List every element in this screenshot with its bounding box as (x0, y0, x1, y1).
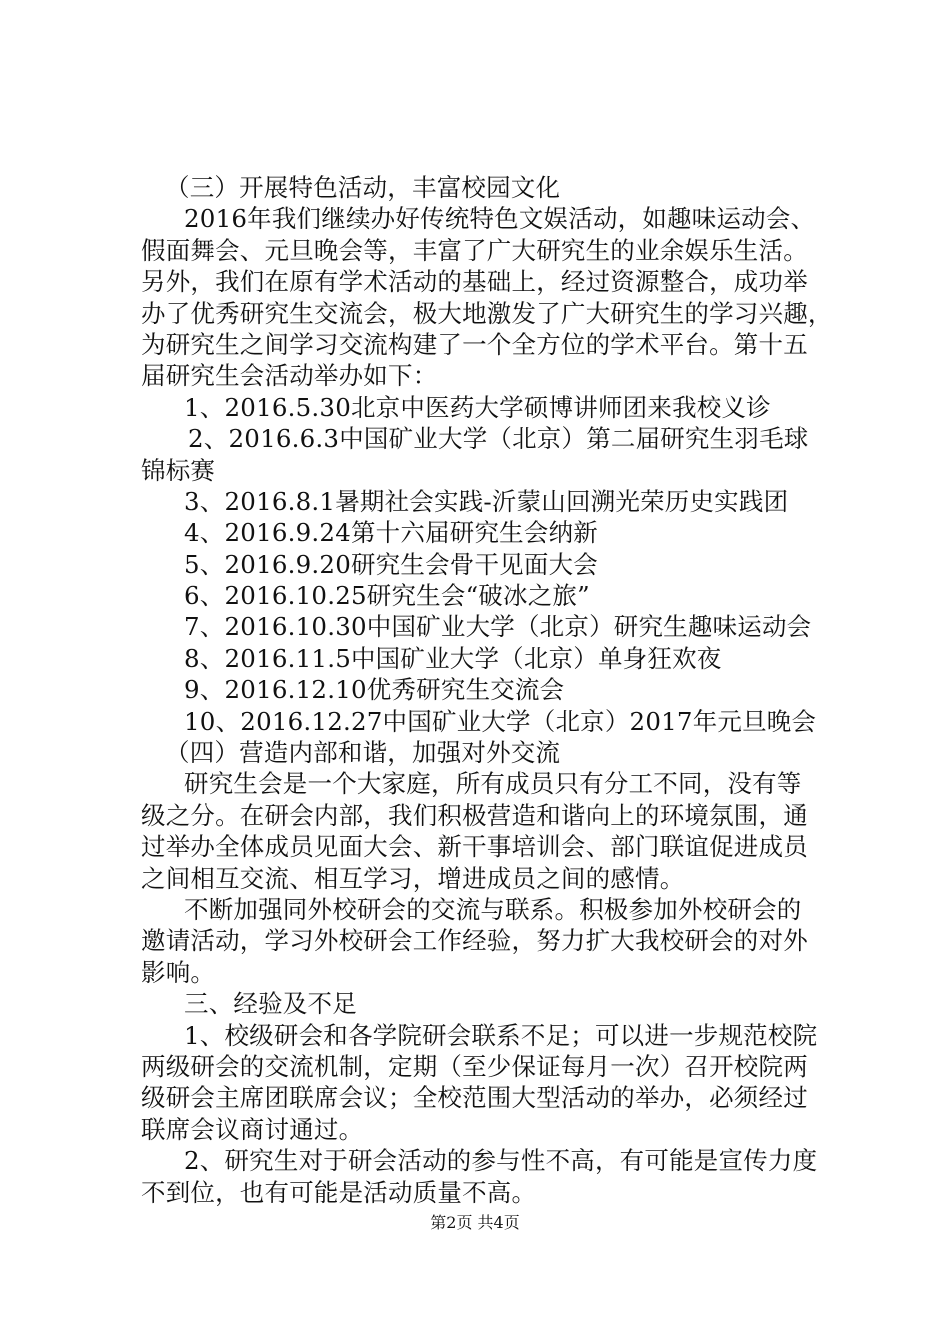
list-item: 5、2016.9.20研究生会骨干见面大会 (184, 549, 598, 579)
paragraph-line: 级之分。在研会内部，我们积极营造和谐向上的环境氛围，通 (141, 800, 808, 830)
section-heading: （三）开展特色活动，丰富校园文化 (165, 173, 561, 202)
list-item-continuation: 锦标赛 (141, 455, 216, 485)
list-item: 10、2016.12.27中国矿业大学（北京）2017年元旦晚会 (184, 706, 817, 736)
paragraph-line: 不到位，也有可能是活动质量不高。 (141, 1177, 537, 1207)
paragraph-line: 为研究生之间学习交流构建了一个全方位的学术平台。第十五 (141, 329, 808, 359)
paragraph-line: 之间相互交流、相互学习，增进成员之间的感情。 (141, 863, 685, 893)
paragraph-line: 办了优秀研究生交流会，极大地激发了广大研究生的学习兴趣， (141, 298, 833, 328)
paragraph-line: 2、研究生对于研会活动的参与性不高，有可能是宣传力度 (184, 1146, 818, 1176)
paragraph-line: 两级研会的交流机制，定期（至少保证每月一次）召开校院两 (141, 1051, 808, 1081)
paragraph-line: 邀请活动，学习外校研会工作经验，努力扩大我校研会的对外 (141, 926, 808, 956)
list-item: 1、2016.5.30北京中医药大学硕博讲师团来我校义诊 (184, 392, 771, 422)
list-item: 7、2016.10.30中国矿业大学（北京）研究生趣味运动会 (184, 612, 812, 642)
section-heading: （四）营造内部和谐，加强对外交流 (165, 738, 561, 768)
paragraph-line: 假面舞会、元旦晚会等，丰富了广大研究生的业余娱乐生活。 (141, 235, 808, 265)
paragraph-line: 2016年我们继续办好传统特色文娱活动，如趣味运动会、 (184, 204, 816, 234)
list-item: 8、2016.11.5中国矿业大学（北京）单身狂欢夜 (184, 643, 722, 673)
paragraph-line: 联席会议商讨通过。 (141, 1114, 364, 1144)
section-heading: 三、经验及不足 (184, 989, 357, 1019)
list-item: 3、2016.8.1暑期社会实践-沂蒙山回溯光荣历史实践团 (184, 486, 789, 516)
paragraph-line: 届研究生会活动举办如下： (141, 361, 438, 391)
paragraph-line: 影响。 (141, 957, 216, 987)
paragraph-line: 不断加强同外校研会的交流与联系。积极参加外校研会的 (184, 894, 802, 924)
list-item: 9、2016.12.10优秀研究生交流会 (184, 675, 565, 705)
paragraph-line: 级研会主席团联席会议；全校范围大型活动的举办，必须经过 (141, 1083, 808, 1113)
list-item: 4、2016.9.24第十六届研究生会纳新 (184, 518, 598, 548)
list-item: 2、2016.6.3中国矿业大学（北京）第二届研究生羽毛球 (188, 424, 809, 454)
paragraph-line: 过举办全体成员见面大会、新干事培训会、部门联谊促进成员 (141, 832, 808, 862)
paragraph-line: 研究生会是一个大家庭，所有成员只有分工不同，没有等 (184, 769, 802, 799)
paragraph-line: 1、校级研会和各学院研会联系不足；可以进一步规范校院 (184, 1020, 818, 1050)
document-body (141, 172, 841, 1208)
list-item: 6、2016.10.25研究生会“破冰之旅” (184, 581, 590, 611)
paragraph-line: 另外，我们在原有学术活动的基础上，经过资源整合，成功举 (141, 267, 808, 297)
page-number-footer: 第2页 共4页 (430, 1213, 520, 1232)
